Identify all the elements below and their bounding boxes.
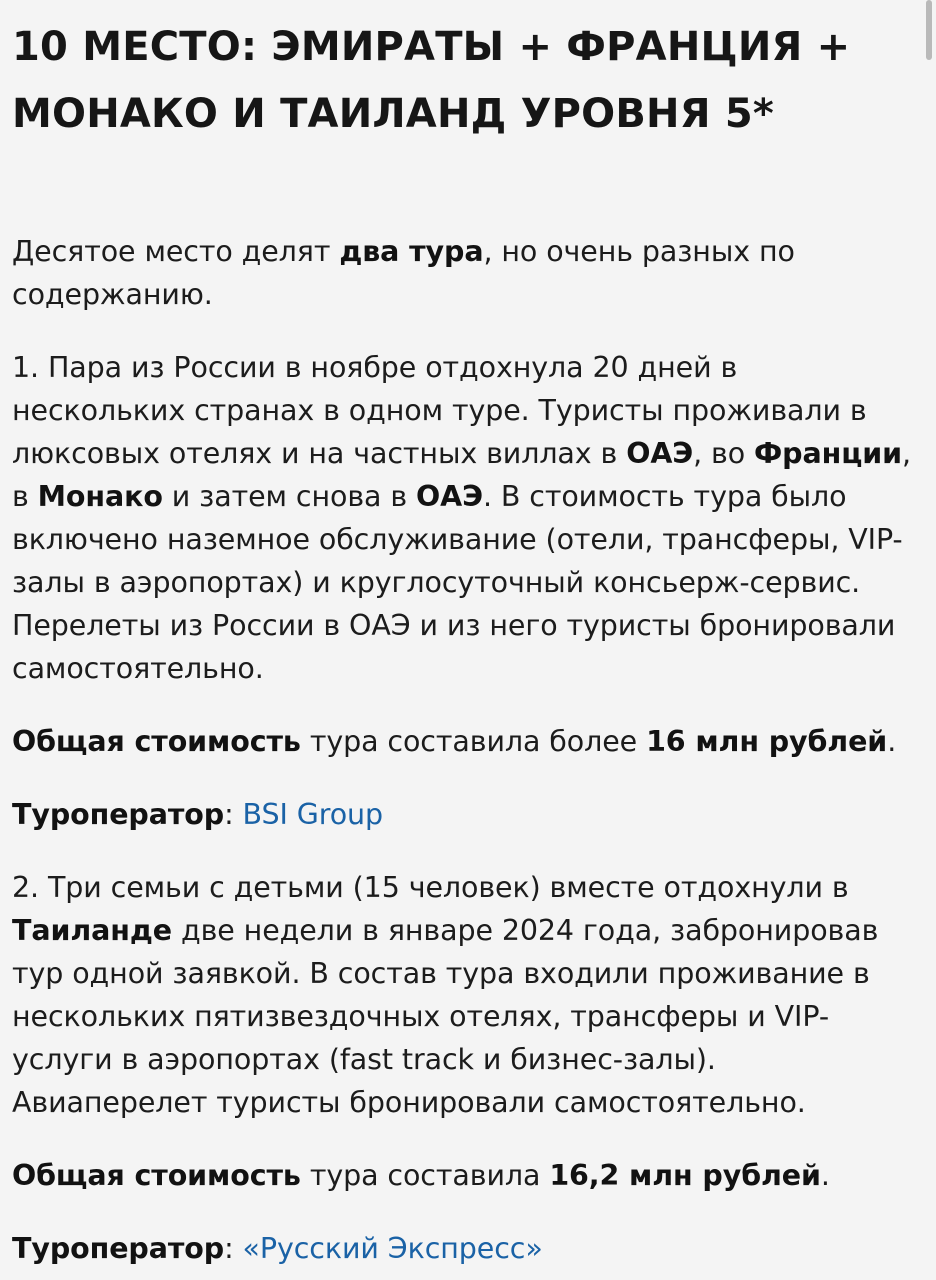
article bbox=[12, 0, 912, 1270]
tour2-cost-end: . bbox=[820, 1159, 830, 1192]
tour1-operator-sep: : bbox=[224, 798, 243, 831]
tour1-bold-france: Франции bbox=[754, 437, 902, 470]
tour1-bold-uae-2: ОАЭ bbox=[416, 480, 483, 513]
tour1-text-3: , в bbox=[12, 437, 911, 513]
tour2-cost bbox=[12, 1154, 912, 1197]
tour1-cost-label: Общая стоимость bbox=[12, 725, 301, 758]
tour1-text-1: 1. Пара из России в ноябре отдохнула 20 дней в нескольких странах в одном туре. Туристы проживали в люксовых отелях и на частных виллах в bbox=[12, 351, 867, 470]
tour1-operator bbox=[12, 793, 912, 836]
tour2-text-1: 2. Три семьи с детьми (15 человек) вместе отдохнули в bbox=[12, 871, 849, 904]
intro-paragraph bbox=[12, 230, 912, 316]
tour1-cost-end: . bbox=[887, 725, 897, 758]
scrollbar-thumb[interactable] bbox=[926, 0, 932, 60]
tour2-cost-text: тура составила bbox=[300, 1159, 550, 1192]
tour1-cost bbox=[12, 720, 912, 763]
tour2-operator bbox=[12, 1227, 912, 1270]
tour1-bold-monaco: Монако bbox=[37, 480, 163, 513]
tour1-text-5: . В стоимость тура было включено наземное обслуживание (отели, трансферы, VIP-залы в аэропортах) и круглосуточный консьерж-сервис. Перелеты из России в ОАЭ и из него туристы бронировали самостоятельно. bbox=[12, 480, 903, 685]
tour1-bold-uae: ОАЭ bbox=[626, 437, 694, 470]
tour2-operator-sep: : bbox=[224, 1232, 243, 1265]
tour1-cost-text: тура составила более bbox=[300, 725, 647, 758]
intro-bold: два тура bbox=[339, 235, 484, 268]
tour2-description bbox=[12, 866, 912, 1124]
intro-text-1: Десятое место делят bbox=[12, 235, 340, 268]
intro-text-2: , но очень разных по содержанию. bbox=[12, 235, 795, 311]
tour2-cost-value: 16,2 млн рублей bbox=[549, 1159, 821, 1192]
tour1-description bbox=[12, 346, 912, 690]
tour1-cost-value: 16 млн рублей bbox=[646, 725, 888, 758]
tour2-cost-label: Общая стоимость bbox=[12, 1159, 301, 1192]
tour1-text-4: и затем снова в bbox=[162, 480, 417, 513]
article-title: 10 МЕСТО: ЭМИРАТЫ + ФРАНЦИЯ + МОНАКО И ТАИЛАНД УРОВНЯ 5* bbox=[12, 24, 851, 137]
tour1-operator-link[interactable]: BSI Group bbox=[242, 798, 384, 831]
tour2-operator-label: Туроператор bbox=[12, 1232, 225, 1265]
tour1-text-2: , во bbox=[693, 437, 755, 470]
tour2-bold-thailand: Таиланде bbox=[12, 914, 172, 947]
tour2-text-2: две недели в январе 2024 года, забронировав тур одной заявкой. В состав тура входили проживание в нескольких пятизвездочных отелях, трансферы и VIP-услуги в аэропортах (fast track и бизнес-залы). Авиаперелет туристы бронировали самостоятельно. bbox=[12, 914, 879, 1119]
tour1-operator-label: Туроператор bbox=[12, 798, 225, 831]
tour2-operator-link[interactable]: «Русский Экспресс» bbox=[242, 1232, 543, 1265]
